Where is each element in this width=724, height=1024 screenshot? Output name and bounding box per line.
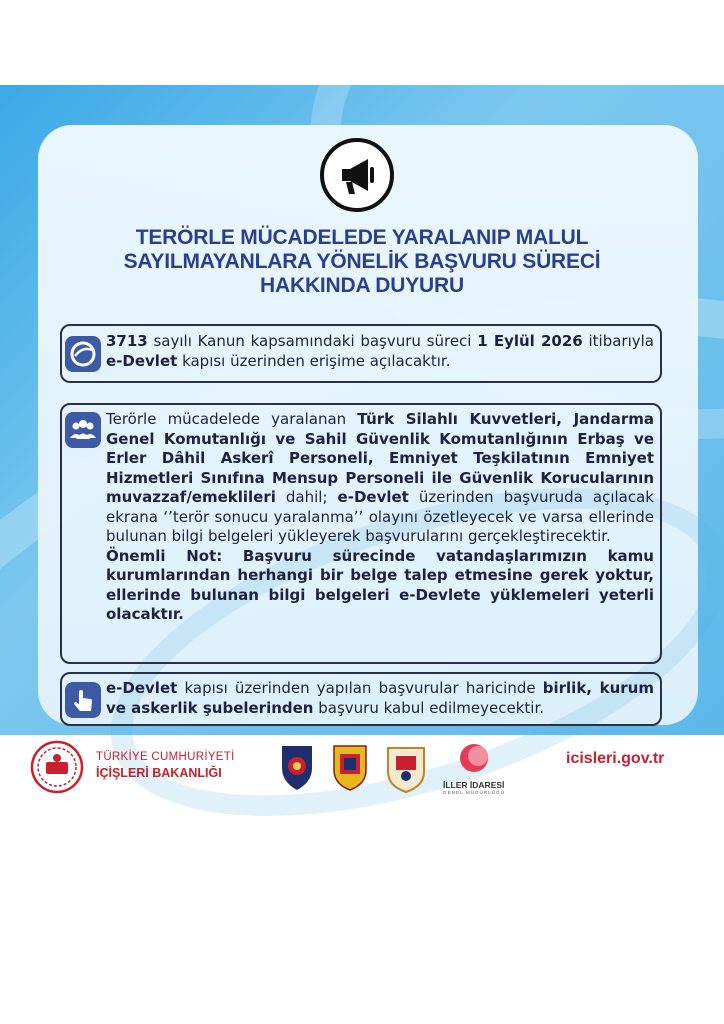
website-link[interactable]: icisleri.gov.tr <box>566 750 665 767</box>
title-line: TERÖRLE MÜCADELEDE YARALANIP MALUL <box>135 226 589 249</box>
page-title <box>60 226 664 298</box>
edevlet-icon <box>65 336 101 372</box>
info-text <box>106 410 654 625</box>
title-line: SAYILMAYANLARA YÖNELİK BAŞVURU SÜRECİ <box>123 250 601 273</box>
title-line: HAKKINDA DUYURU <box>260 274 464 297</box>
edevlet-label: e-Devlet <box>337 488 409 506</box>
text-run: sayılı Kanun kapsamındaki başvuru süreci <box>147 332 478 350</box>
people-group-icon <box>65 412 101 448</box>
text-run: üzerinden başvuruda açılacak ekrana ‘’terör sonucu yaralanma’’ olayını özetleyecek ve varsa ellerinde bulunan bilgi belgeleri yükleyerek başvurularını gerçekleştirecektir. <box>106 488 654 545</box>
excluded-channels: birlik, kurum ve askerlik şubelerinden <box>106 679 654 717</box>
hand-click-icon <box>65 682 101 718</box>
info-box-edevlet-date <box>60 324 662 383</box>
ministry-seal-icon <box>30 740 84 794</box>
edevlet-label: e-Devlet <box>106 351 178 370</box>
info-text <box>106 679 654 718</box>
sahil-guvenlik-emblem-icon <box>386 742 426 798</box>
important-note: Önemli Not: Başvuru sürecinde vatandaşlarımızın kamu kurumlarından herhangi bir belge talep etmesine gerek yoktur, ellerinde bulunan bilgi belgeleri e-Devlete yüklemeleri yeterli olacaktır. <box>106 546 654 623</box>
ministry-branding <box>30 740 235 800</box>
text-run: dahil; <box>275 488 338 506</box>
iller-idaresi-name: İLLER İDARESİ <box>443 780 505 790</box>
org-line-2: İÇİŞLERİ BAKANLIĞI <box>96 766 222 780</box>
text-run: itibarıyla <box>582 332 654 350</box>
info-box-restriction <box>60 672 662 726</box>
polis-emblem-icon <box>280 742 314 796</box>
edevlet-label: e-Devlet <box>106 679 178 697</box>
iller-idaresi-subtitle: GENEL MÜDÜRLÜĞÜ <box>443 790 506 795</box>
text-run: başvuru kabul edilmeyecektir. <box>313 698 545 717</box>
personnel-list: Türk Silahlı Kuvvetleri, Jandarma Genel Komutanlığı ve Sahil Güvenlik Komutanlığının Erbaş ve Erler Dâhil Askerî Personeli, Emniyet Teşkilatının Emniyet Hizmetleri Sınıfına Mensup Personeli ile Güvenlik Korucularının muvazzaf/emeklileri <box>106 410 654 506</box>
text-run: Terörle mücadelede yaralanan <box>106 410 358 428</box>
org-line-1: TÜRKİYE CUMHURİYETİ <box>96 751 235 763</box>
info-text <box>106 332 654 371</box>
law-number: 3713 <box>106 332 148 350</box>
megaphone-icon <box>320 138 394 212</box>
info-box-eligibility <box>60 403 662 664</box>
jandarma-emblem-icon <box>332 742 368 796</box>
text-run: kapısı üzerinden erişime açılacaktır. <box>177 351 451 370</box>
text-run: kapısı üzerinden yapılan başvurular haricinde <box>177 679 543 697</box>
start-date: 1 Eylül 2026 <box>477 332 583 350</box>
